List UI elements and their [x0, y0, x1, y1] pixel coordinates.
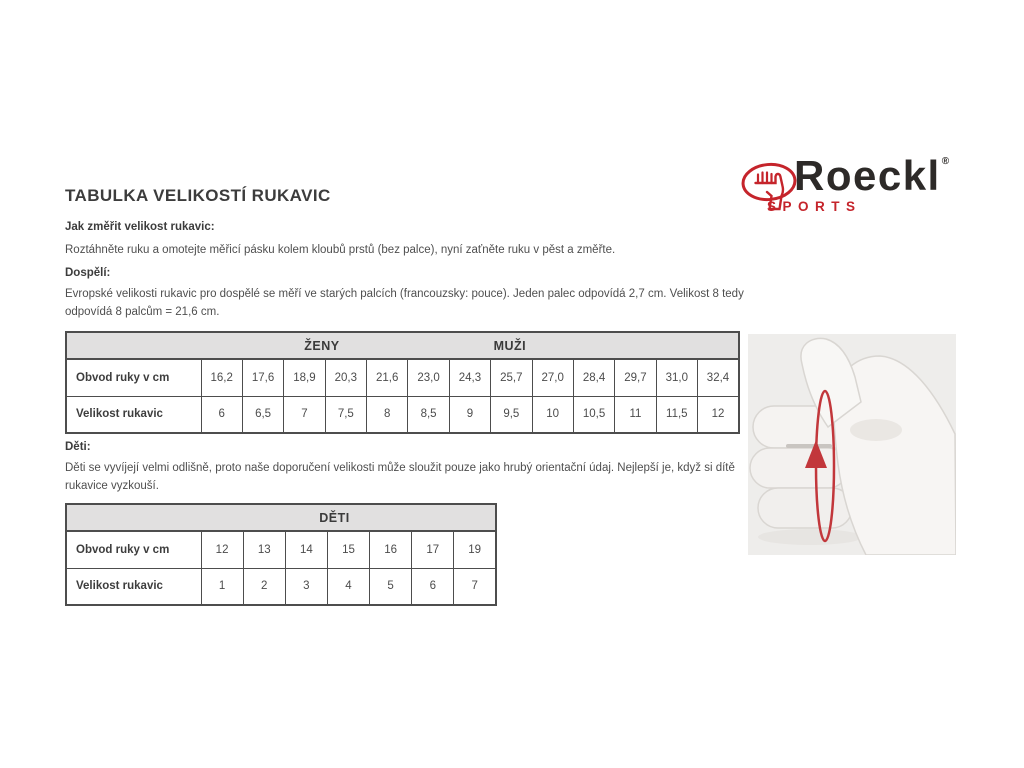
- circumference-value-cell: 16,2: [201, 359, 242, 396]
- circumference-value-cell: 16: [370, 531, 412, 568]
- circumference-value-cell: 25,7: [491, 359, 532, 396]
- section-measure-body: Roztáhněte ruku a omotejte měřicí pásku kolem kloubů prstů (bez palce), nyní zaťněte ruku v pěst a změřte.: [65, 244, 616, 256]
- glove-size-value-cell: 2: [243, 568, 285, 605]
- glove-size-value-cell: 7: [284, 396, 325, 433]
- glove-size-value-cell: 12: [698, 396, 740, 433]
- adult-group-header-cell: [66, 332, 739, 359]
- children-size-table: [65, 503, 497, 606]
- group-header-women: ŽENY: [304, 338, 340, 353]
- glove-size-value-cell: 11: [615, 396, 656, 433]
- glove-size-value-cell: 6: [412, 568, 454, 605]
- section-adults-body: Evropské velikosti rukavic pro dospělé se měří ve starých palcích (francouzsky: pouce). Jeden palec odpovídá 2,7 cm. Velikost 8 tedy odpovídá 8 palcům = 21,6 cm.: [65, 288, 744, 318]
- adult-group-header-row: [66, 332, 739, 359]
- circumference-value-cell: 19: [454, 531, 496, 568]
- knuckle-shading: [850, 419, 902, 441]
- row-label-circumference: Obvod ruky v cm: [66, 531, 201, 568]
- brand-wordmark: [794, 152, 950, 199]
- circumference-value-cell: 27,0: [532, 359, 573, 396]
- group-header-children: DĚTI: [319, 510, 350, 525]
- circumference-value-cell: 20,3: [325, 359, 366, 396]
- sports-wordmark: SPORTS: [767, 199, 862, 214]
- brand-name: Roeckl: [794, 152, 941, 199]
- glove-size-value-cell: 3: [285, 568, 327, 605]
- hand-measure-image: [748, 334, 956, 555]
- circumference-value-cell: 13: [243, 531, 285, 568]
- registered-mark: ®: [941, 156, 950, 167]
- adult-size-table: [65, 331, 740, 434]
- row-label-size: Velikost rukavic: [66, 396, 201, 433]
- circumference-value-cell: 24,3: [449, 359, 490, 396]
- section-adults-heading: Dospělí:: [65, 267, 111, 279]
- glove-size-value-cell: 6,5: [242, 396, 283, 433]
- glove-size-value-cell: 10,5: [573, 396, 614, 433]
- glove-size-value-cell: 7: [454, 568, 496, 605]
- circumference-value-cell: 31,0: [656, 359, 697, 396]
- adult-size-row: [66, 396, 739, 433]
- adult-circumference-row: [66, 359, 739, 396]
- glove-size-value-cell: 10: [532, 396, 573, 433]
- children-circumference-row: [66, 531, 496, 568]
- circumference-value-cell: 28,4: [573, 359, 614, 396]
- row-label-size: Velikost rukavic: [66, 568, 201, 605]
- glove-size-value-cell: 9,5: [491, 396, 532, 433]
- glove-size-value-cell: 8: [367, 396, 408, 433]
- circumference-value-cell: 23,0: [408, 359, 449, 396]
- circumference-value-cell: 17,6: [242, 359, 283, 396]
- glove-size-value-cell: 7,5: [325, 396, 366, 433]
- glove-size-value-cell: 5: [370, 568, 412, 605]
- section-measure-heading: Jak změřit velikost rukavic:: [65, 221, 215, 233]
- children-size-row: [66, 568, 496, 605]
- row-label-circumference: Obvod ruky v cm: [66, 359, 201, 396]
- circumference-value-cell: 15: [327, 531, 369, 568]
- section-children-heading: Děti:: [65, 441, 91, 453]
- group-header-men: MUŽI: [493, 338, 527, 353]
- glove-size-value-cell: 9: [449, 396, 490, 433]
- glove-size-value-cell: 1: [201, 568, 243, 605]
- section-children-body: Děti se vyvíjejí velmi odlišně, proto naše doporučení velikosti může sloužit pouze jako hrubý orientační údaj. Nejlepší je, když si dítě rukavice vyzkouší.: [65, 462, 735, 492]
- circumference-value-cell: 32,4: [698, 359, 740, 396]
- circumference-value-cell: 21,6: [367, 359, 408, 396]
- roeckl-logo: [741, 152, 973, 218]
- circumference-value-cell: 17: [412, 531, 454, 568]
- children-group-header-row: [66, 504, 496, 531]
- circumference-value-cell: 14: [285, 531, 327, 568]
- circumference-value-cell: 18,9: [284, 359, 325, 396]
- children-group-header-cell: [66, 504, 496, 531]
- glove-size-value-cell: 11,5: [656, 396, 697, 433]
- glove-size-value-cell: 8,5: [408, 396, 449, 433]
- page-title: TABULKA VELIKOSTÍ RUKAVIC: [65, 186, 331, 205]
- circumference-value-cell: 29,7: [615, 359, 656, 396]
- glove-size-value-cell: 6: [201, 396, 242, 433]
- circumference-value-cell: 12: [201, 531, 243, 568]
- glove-size-value-cell: 4: [327, 568, 369, 605]
